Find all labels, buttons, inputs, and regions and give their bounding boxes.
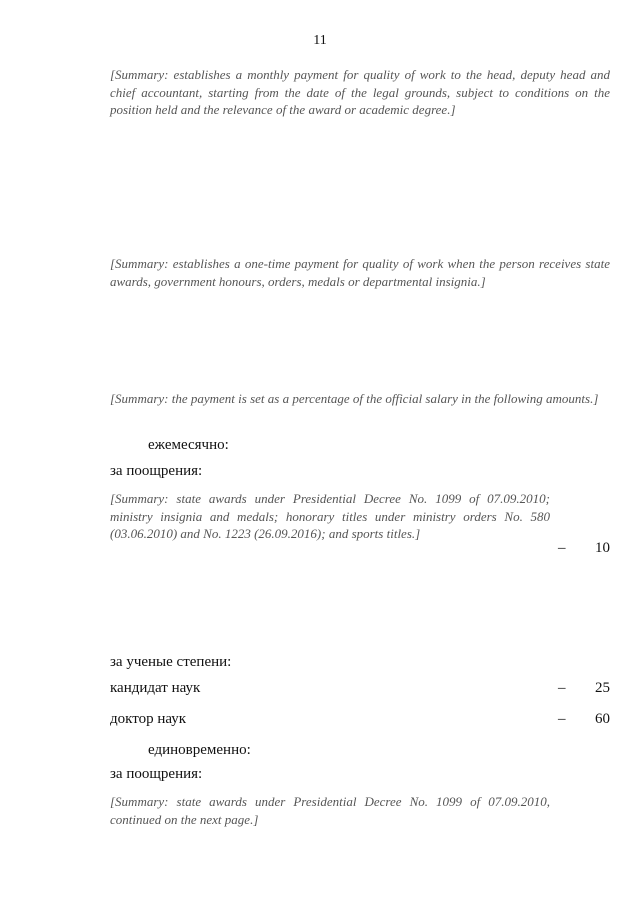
summary-monthly-awards: [Summary: state awards under Presidential Decree No. 1099 of 07.09.2010; ministry insignia and medals; honorary titles under ministry orders No. 580 (03.06.2010) and No. 1223 (26.09.2016); and sports titles.] — [110, 491, 550, 542]
row-candidate — [110, 680, 610, 697]
dash: – — [558, 711, 566, 727]
summary-one-time-awards: [Summary: state awards under Presidential Decree No. 1099 of 07.09.2010, continued on the next page.] — [110, 794, 550, 827]
row-doctor — [110, 711, 610, 728]
rate-value: 10 — [595, 540, 610, 556]
summary-percent-intro: [Summary: the payment is set as a percentage of the official salary in the following amounts.] — [110, 391, 599, 406]
summary-monthly-conditions: [Summary: establishes a monthly payment for quality of work to the head, deputy head and chief accountant, starting from the date of the legal grounds, subject to conditions on the position held and the relevance of the award or academic degree.] — [110, 67, 610, 118]
heading-monthly: ежемесячно: — [148, 437, 229, 453]
degree-label: доктор наук — [110, 711, 187, 727]
heading-one-time: единовременно: — [148, 742, 251, 758]
degree-label: кандидат наук — [110, 680, 201, 696]
heading-for-degrees: за ученые степени: — [110, 654, 232, 670]
dash: – — [558, 540, 566, 556]
heading-for-awards: за поощрения: — [110, 463, 203, 479]
page-number: 11 — [313, 33, 327, 48]
rate-value: 25 — [595, 680, 610, 696]
heading-for-awards-2: за поощрения: — [110, 766, 203, 782]
rate-value: 60 — [595, 711, 610, 727]
summary-one-time-conditions: [Summary: establishes a one-time payment for quality of work when the person receives state awards, government honours, orders, medals or departmental insignia.] — [110, 256, 610, 289]
dash: – — [558, 680, 566, 696]
